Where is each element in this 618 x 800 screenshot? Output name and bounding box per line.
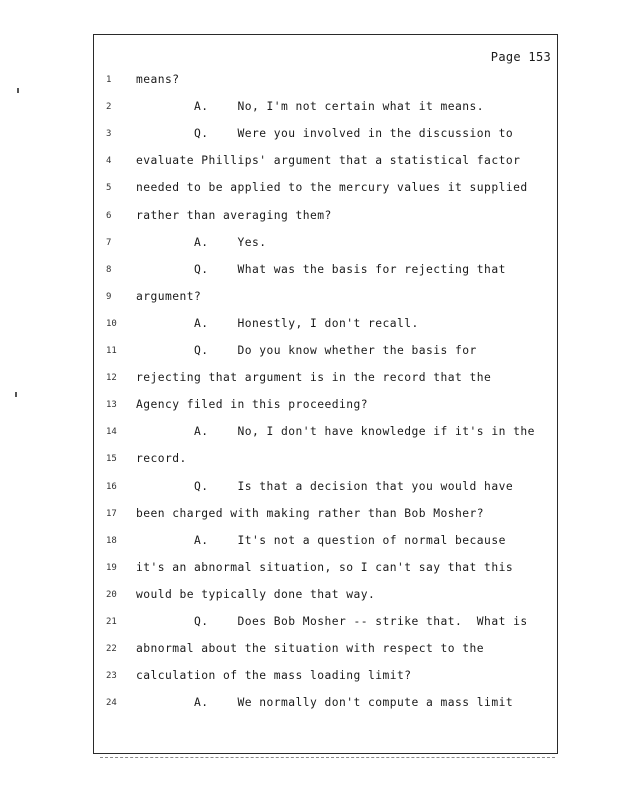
line-number: 14 bbox=[106, 427, 117, 438]
footer-rule bbox=[100, 757, 555, 758]
line-number: 17 bbox=[106, 508, 117, 519]
line-number: 18 bbox=[106, 535, 117, 546]
line-text: Q. What was the basis for rejecting that bbox=[136, 262, 506, 276]
line-text: A. No, I don't have knowledge if it's in the bbox=[136, 425, 535, 439]
transcript-line bbox=[94, 369, 557, 387]
line-number: 7 bbox=[106, 237, 112, 248]
line-text: rejecting that argument is in the record that the bbox=[136, 371, 492, 385]
transcript-line bbox=[94, 98, 557, 116]
line-text: Q. Do you know whether the basis for bbox=[136, 344, 477, 357]
line-text: evaluate Phillips' argument that a statistical factor bbox=[136, 154, 521, 168]
line-number: 20 bbox=[106, 589, 117, 600]
line-number: 6 bbox=[106, 210, 112, 221]
line-text: argument? bbox=[136, 289, 202, 303]
line-number: 10 bbox=[106, 318, 117, 329]
line-text: would be typically done that way. bbox=[136, 587, 376, 601]
transcript-line bbox=[94, 207, 557, 225]
line-text: been charged with making rather than Bob Mosher? bbox=[136, 506, 485, 520]
transcript-line bbox=[94, 315, 557, 333]
line-text: Agency filed in this proceeding? bbox=[136, 398, 369, 412]
transcript-line bbox=[94, 694, 557, 712]
line-number: 22 bbox=[106, 644, 117, 655]
line-number: 9 bbox=[106, 291, 112, 302]
transcript-line bbox=[94, 152, 557, 170]
line-text: Q. Is that a decision that you would have bbox=[136, 479, 514, 493]
transcript-line bbox=[94, 71, 557, 89]
line-text: A. We normally don't compute a mass limit bbox=[136, 696, 514, 710]
line-text: needed to be applied to the mercury values it supplied bbox=[136, 181, 528, 195]
transcript-line bbox=[94, 288, 557, 306]
transcript-line bbox=[94, 532, 557, 550]
transcript-line bbox=[94, 613, 557, 631]
line-number: 2 bbox=[106, 102, 112, 113]
line-number: 15 bbox=[106, 454, 117, 465]
transcript-line bbox=[94, 640, 557, 658]
transcript-line bbox=[94, 396, 557, 414]
transcript-line bbox=[94, 234, 557, 252]
line-text: Q. Were you involved in the discussion to bbox=[136, 127, 514, 141]
line-number: 4 bbox=[106, 156, 112, 167]
transcript-line bbox=[94, 342, 557, 360]
line-number: 13 bbox=[106, 400, 117, 411]
transcript-line bbox=[94, 261, 557, 279]
transcript-line bbox=[94, 450, 557, 468]
transcript-line bbox=[94, 125, 557, 143]
scan-speck bbox=[17, 88, 19, 93]
scan-speck bbox=[15, 392, 17, 397]
line-number: 23 bbox=[106, 671, 117, 682]
line-text: A. No, I'm not certain what it means. bbox=[136, 100, 485, 114]
line-number: 21 bbox=[106, 617, 117, 627]
line-text: A. Yes. bbox=[136, 235, 267, 249]
line-text: A. It's not a question of normal because bbox=[136, 533, 506, 547]
transcript-line bbox=[94, 559, 557, 577]
line-number: 16 bbox=[106, 481, 117, 492]
transcript-line bbox=[94, 667, 557, 685]
transcript-line bbox=[94, 505, 557, 523]
line-text: rather than averaging them? bbox=[136, 208, 332, 222]
line-text: A. Honestly, I don't recall. bbox=[136, 316, 419, 330]
line-number: 1 bbox=[106, 75, 112, 85]
transcript-page bbox=[93, 34, 558, 754]
line-text: calculation of the mass loading limit? bbox=[136, 669, 412, 683]
line-text: means? bbox=[136, 73, 180, 86]
line-number: 5 bbox=[106, 183, 112, 194]
line-number: 11 bbox=[106, 346, 117, 356]
line-number: 19 bbox=[106, 562, 117, 573]
line-number: 3 bbox=[106, 129, 112, 140]
line-number: 24 bbox=[106, 698, 117, 709]
line-text: abnormal about the situation with respect to the bbox=[136, 642, 485, 656]
transcript-line bbox=[94, 586, 557, 604]
transcript-line bbox=[94, 423, 557, 441]
line-text: it's an abnormal situation, so I can't say that this bbox=[136, 560, 514, 574]
line-text: record. bbox=[136, 452, 187, 466]
transcript-line bbox=[94, 179, 557, 197]
line-text: Q. Does Bob Mosher -- strike that. What is bbox=[136, 615, 528, 628]
transcript-line bbox=[94, 478, 557, 496]
line-number: 8 bbox=[106, 264, 112, 275]
page-number: Page 153 bbox=[490, 50, 551, 64]
line-number: 12 bbox=[106, 373, 117, 384]
